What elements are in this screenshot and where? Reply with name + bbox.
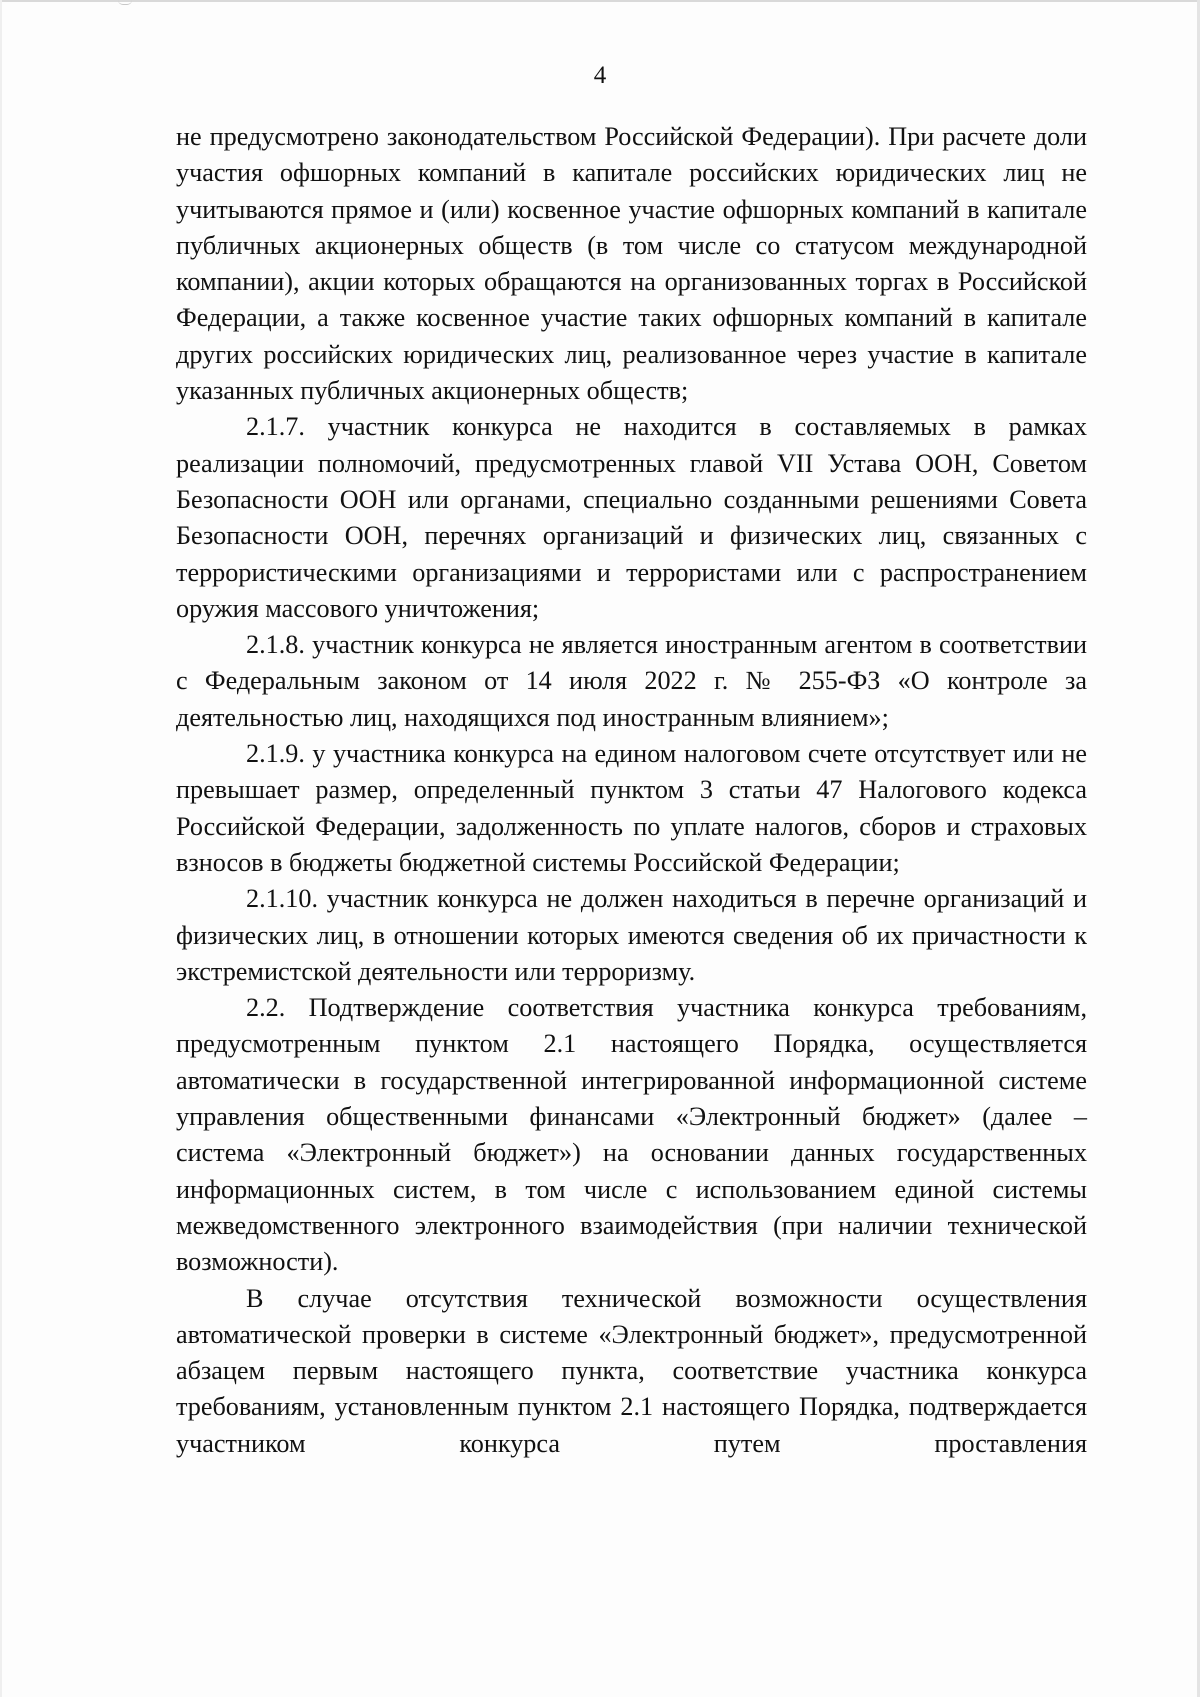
scan-mark	[118, 0, 132, 5]
scan-edge	[0, 0, 2, 1697]
paragraph: В случае отсутствия технической возможности осуществления автоматической проверки в системе «Электронный бюджет», предусмотренной абзацем первым настоящего пункта, соответствие участника конкурса требованиям, установленным пунктом 2.1 настоящего Порядка, подтверждается участником конкурса путем проставления	[176, 1283, 1087, 1458]
paragraph: 2.1.9. у участника конкурса на едином налоговом счете отсутствует или не превышает размер, определенный пунктом 3 статьи 47 Налогового кодекса Российской Федерации, задолженность по уплате налогов, сборов и страховых взносов в бюджеты бюджетной системы Российской Федерации;	[176, 739, 1087, 877]
document-body	[176, 119, 1087, 1462]
paragraph: 2.1.8. участник конкурса не является иностранным агентом в соответствии с Федеральным законом от 14 июля 2022 г. № 255-ФЗ «О контроле за деятельностью лиц, находящихся под иностранным влиянием»;	[176, 630, 1087, 732]
paragraph: 2.2. Подтверждение соответствия участника конкурса требованиям, предусмотренным пунктом 2.1 настоящего Порядка, осуществляется автоматически в государственной интегрированной информационной системе управления общественными финансами «Электронный бюджет» (далее – система «Электронный бюджет») на основании данных государственных информационных систем, в том числе с использованием единой системы межведомственного электронного взаимодействия (при наличии технической возможности).	[176, 993, 1087, 1277]
paragraph: не предусмотрено законодательством Российской Федерации). При расчете доли участия офшорных компаний в капитале российских юридических лиц не учитываются прямое и (или) косвенное участие офшорных компаний в капитале публичных акционерных обществ (в том числе со статусом международной компании), акции которых обращаются на организованных торгах в Российской Федерации, а также косвенное участие таких офшорных компаний в капитале других российских юридических лиц, реализованное через участие в капитале указанных публичных акционерных обществ;	[176, 122, 1087, 406]
page-number: 4	[593, 62, 607, 89]
paragraph: 2.1.10. участник конкурса не должен находиться в перечне организаций и физических лиц, в отношении которых имеются сведения об их причастности к экстремистской деятельности или терроризму.	[176, 884, 1087, 986]
paragraph: 2.1.7. участник конкурса не находится в составляемых в рамках реализации полномочий, предусмотренных главой VII Устава ООН, Советом Безопасности ООН или органами, специально созданными решениями Совета Безопасности ООН, перечнях организаций и физических лиц, связанных с террористическими организациями и террористами или с распространением оружия массового уничтожения;	[176, 412, 1087, 623]
scan-edge	[0, 0, 1200, 2]
